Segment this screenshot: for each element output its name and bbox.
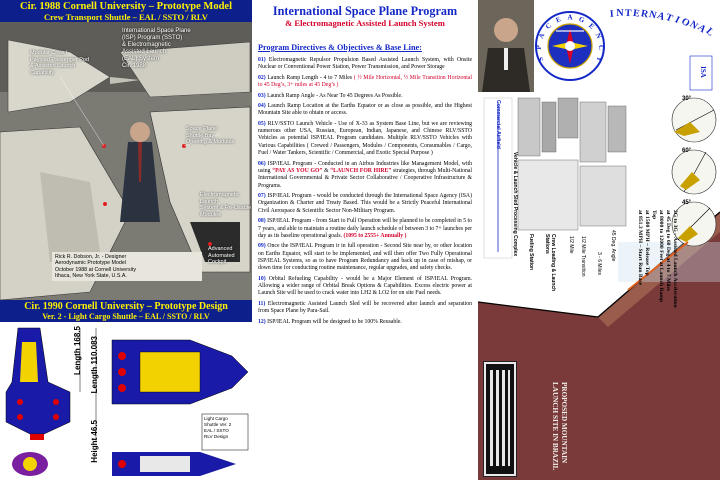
item-number: 04) <box>258 103 266 109</box>
mile-label-2: 1/2 Mile Transition <box>580 236 586 277</box>
ring-letter: G <box>577 15 586 25</box>
item-highlight: “PAY AS YOU GO” <box>272 167 323 174</box>
arc-letter: N <box>616 8 624 20</box>
designer-photo <box>478 0 534 92</box>
item-number: 03) <box>258 92 266 99</box>
caption-line: Space Plane <box>186 126 218 132</box>
model-caption-cockpit <box>208 246 235 266</box>
caption-line: Shuttle Bay <box>186 132 215 139</box>
section-heading: Program Directives & Objectives & Base Line: <box>258 43 422 52</box>
dim-label: Height <box>90 437 99 463</box>
model-caption-launch <box>200 192 251 218</box>
cargo-shuttle-drawing <box>0 322 252 480</box>
angle-label-60: 60° <box>682 148 692 154</box>
dim-value: 168.5 <box>73 326 82 347</box>
assist-line: at 8000 to 12000 Feet at Launch Ramp Top <box>651 210 664 303</box>
arc-letter: L <box>703 25 716 39</box>
caption-line: Launch <box>200 198 219 205</box>
legend-box <box>484 362 516 476</box>
item-text: Launch Ramp Location at the Earths Equator or as close as possible, and the Highest Mountain Site able to obtain or access. <box>258 103 472 117</box>
arc-letter: N <box>647 8 658 22</box>
item-highlight: ( ½ Mile Horizontal, ½ Mile Transition Horizontal to 45 Deg’s, 3+ miles at 45 Deg’s ) <box>258 74 473 89</box>
launch-site-column <box>478 0 720 480</box>
item-text: Electromagnetic Assisted Launch Sled will be recovered after launch and separation from Space Plane by Para-Sail. <box>258 300 472 315</box>
arc-letter: I <box>609 8 615 20</box>
commercial-airfield-label: Commercial Airfield <box>495 100 501 149</box>
item-number: 08) <box>258 218 266 225</box>
assist-line: at 1500 MPH – Release Top <box>644 210 650 276</box>
item-text: ISP/IEAL Program - from Start to Full Operation will be planned to be completed in 5 to 7 years, and able to maintain a routine daily launch schedule of between 3 to 7+ launches per day as its baseline operational goals. <box>258 218 473 239</box>
legend-bars <box>486 364 514 474</box>
item-number: 02) <box>258 74 266 81</box>
arc-letter: A <box>655 10 667 23</box>
credit-line: October 1988 at Cornell University <box>55 266 136 273</box>
assist-line: at 851.3 MPH – Start Run Base <box>637 210 643 286</box>
caption-line: Automated <box>208 252 235 259</box>
directive-item-07 <box>258 193 472 215</box>
dim-value: 110.083 <box>90 336 99 365</box>
directive-item-08 <box>258 218 472 240</box>
ring-letter: E <box>554 15 563 25</box>
program-subtitle: & Electromagnetic Assisted Launch System <box>285 18 445 28</box>
note-line: Shuttle Ver. 2 <box>204 422 232 427</box>
item-text: Electromagnetic Repulsor Propulsion Based Assisted Launch System, with Onsite Nuclear or Conventional Power Station, Power Transmission, and Power Storage <box>258 57 472 71</box>
model-caption-isp <box>122 28 191 70</box>
ring-letter: Y <box>594 55 604 63</box>
ring-letter: N <box>593 31 604 40</box>
international-arc-text <box>609 8 716 39</box>
bottom-design-subtitle: Ver. 2 - Light Cargo Shuttle – EAL / SSTO / RLV <box>42 312 210 321</box>
directive-item-02 <box>258 75 472 90</box>
caption-line: Modules <box>200 211 221 218</box>
directive-item-11 <box>258 301 472 316</box>
caption-line: & Assisted Launch <box>30 63 76 69</box>
top-model-title: Cir. 1988 Cornell University – Prototype Model <box>19 1 232 12</box>
cargo-shuttle-blueprint <box>0 322 252 480</box>
arc-letter: R <box>639 8 650 21</box>
arc-letter: T <box>624 7 632 20</box>
bottom-design-title-bar <box>0 300 252 322</box>
dim-value: 46.5 <box>90 420 99 436</box>
item-number: 12) <box>258 318 266 325</box>
dim-height <box>90 420 104 463</box>
item-text: & <box>322 167 331 174</box>
dim-label: Length <box>90 366 99 394</box>
directive-item-12 <box>258 319 472 326</box>
arc-letter: I <box>672 14 682 27</box>
assist-line: at 45 Deg to 60 Deg at 4 to 7 Miles <box>665 210 671 292</box>
ring-letter: S <box>536 55 546 63</box>
dim-label: Length <box>73 348 82 375</box>
directive-item-10 <box>258 276 472 298</box>
ring-letter: C <box>543 21 554 31</box>
credit-line: Ithaca, New York State, U.S.A. <box>55 272 127 279</box>
caption-line: Opening & Modules <box>186 139 235 145</box>
item-number: 09) <box>258 243 266 250</box>
arc-letter: O <box>679 15 692 30</box>
ring-letter: A <box>536 31 547 40</box>
caption-line: Cir. 1988 <box>122 63 147 69</box>
ring-letter: C <box>596 44 606 51</box>
designer-head <box>130 122 150 142</box>
assist-line: 2G to 3G – Assisted Launch Acceleration <box>672 210 678 308</box>
caption-line: (EAL) System <box>122 56 160 62</box>
item-text: Once the ISP/IEAL Program ir in full operation - Second Site near by, or other location on Earths Equator, will start to be implemented, and will then offer Two Fully Operational ISP/IEAL Systems, so as to have Program Redundancy and back up in case of mishap, or down time for conducting routine maintenance, regular upgrades, and safety checks. <box>258 243 473 272</box>
photo-credit-box <box>52 252 202 281</box>
top-model-title-bar <box>0 0 252 22</box>
item-text: RLV/SSTO Launch Vehicle - Use of X-33 as System Base Line, but we are reviewing numerous other USA, Russian, European, Indian, Japanese, and Chinese RLV/SSTO Vehicles as potential ISP/IEAL Program candidates. Multiple RLV/SSTO Vehicles with Various Capabilities ( Crewed / Passengers, Modules / Components, Consumables / Cargo, Fuel / Water Tankers, Scientific / Commercial, and Exotic Special Purpose ) <box>258 120 472 157</box>
note-line: RLV Design <box>204 434 229 439</box>
mile-label-4: 45 Deg. Angle <box>610 230 616 262</box>
arc-letter: A <box>695 22 708 36</box>
caption-line: & Electromagnetic <box>122 42 171 48</box>
directive-item-09 <box>258 243 472 272</box>
item-highlight: (1095 to 2555+ Annually ) <box>343 232 407 239</box>
top-model-subtitle: Crew Transport Shuttle – EAL / SSTO / RLV <box>44 12 208 22</box>
caption-line: Cockpit <box>208 259 227 265</box>
proposed-line: PROPOSED MOUNTAIN <box>560 382 568 464</box>
item-number: 07) <box>258 193 266 200</box>
program-directives-column <box>252 0 478 480</box>
item-highlight: “LAUNCH FOR HIRE” <box>330 167 392 174</box>
credit-line: Rick R. Dobson, Jr. - Designer <box>55 254 127 260</box>
caption-line: Advanced <box>208 246 233 252</box>
mile-label-1: 1/2 Mile <box>568 236 574 254</box>
arc-letter: E <box>632 7 641 20</box>
item-text: Launch Ramp Length - 4 to 7 Miles <box>267 74 354 81</box>
directive-item-05 <box>258 121 472 158</box>
caption-line: (ISP) Program (SSTO) <box>122 35 183 41</box>
assist-acceleration-text <box>618 210 678 310</box>
note-line: EAL / SSTO <box>204 428 229 433</box>
item-text: strategies, through Multi-National International Governmental & Private Sector Collaborative / Cooperative Infrastructure & Programs. <box>258 167 472 189</box>
space-agency-logo-band <box>534 0 720 92</box>
ring-letter: P <box>534 45 544 50</box>
proposed-site-label <box>538 382 568 478</box>
item-number: 10) <box>258 275 266 282</box>
angle-label-45: 45° <box>682 200 692 206</box>
bottom-design-title: Cir. 1990 Cornell University – Prototype Design <box>24 301 228 312</box>
arc-letter: N <box>687 18 700 33</box>
angle-30-diagram <box>672 98 716 142</box>
drawing-note <box>204 416 248 440</box>
agency-seal-graphic <box>534 0 720 92</box>
program-title: International Space Plane Program <box>272 4 458 18</box>
caption-line: Payload Passenger Pod <box>30 56 90 63</box>
model-caption-payload <box>30 50 89 76</box>
angle-60-diagram <box>672 150 716 194</box>
item-number: 06) <box>258 160 266 167</box>
caption-line: International Space Plane <box>122 28 191 34</box>
isa-badge: ISA <box>699 66 707 78</box>
caption-line: Electromagnetic <box>200 192 240 198</box>
directives-list <box>258 57 472 326</box>
proposed-line: LAUNCH SITE IN BRAZIL <box>551 382 559 471</box>
credit-line: Aerodynamic Prototype Model <box>55 260 126 267</box>
arc-letter: T <box>663 11 675 25</box>
item-text: Orbital Refueling Capability - would be a Major Element of ISP/IEAL Program. Allowing a wider range of Orbital Break Options & Capabilities. Excess electric power at Launch Site will be used to crack water into LH2 & LO2 for on site Fuel needs. <box>258 275 472 297</box>
dim-length <box>73 326 87 375</box>
directive-item-01 <box>258 57 472 72</box>
item-number: 01) <box>258 57 266 63</box>
item-text: ISP/IEAL Program - Conducted in an Airbus Industries like Management Model, with using <box>258 160 473 174</box>
ring-letter: A <box>567 13 573 22</box>
item-number: 05) <box>258 120 266 127</box>
mile-label-3: 3 - 6 Miles <box>596 252 602 276</box>
ring-letter: E <box>587 21 596 31</box>
directive-item-04 <box>258 103 472 118</box>
left-column <box>0 0 252 480</box>
item-text: ISP/IEAL Program - would be conducted through the International Space Agency (ISA) Organization & Charter and Treaty Based. This would be a Strictly Peaceful International Civil Aerospace & Scientific Sector Non-Military Program. <box>258 193 473 214</box>
caption-line: Capability <box>30 69 55 76</box>
item-number: 11) <box>258 300 266 307</box>
item-text: Launch Ramp Angle - As Near To 45 Degrees As Possible. <box>267 92 403 99</box>
vehicle-processing-label: Vehicle & Launch Sled Processing Complex <box>512 152 518 257</box>
angle-label-30: 30° <box>682 96 692 102</box>
caption-line: Assisted Launch <box>122 49 167 55</box>
fueling-station-label: Fueling Station <box>528 234 534 271</box>
designer-portrait <box>478 0 534 92</box>
note-line: Light Cargo <box>204 416 228 421</box>
caption-line: Modular Crew / <box>30 50 68 56</box>
model-caption-bay <box>186 126 234 146</box>
directive-item-06 <box>258 161 472 190</box>
dim-width <box>90 336 104 393</box>
directive-item-03 <box>258 93 472 100</box>
crew-loading-label: Crew Loading & Launch Stations <box>544 234 556 292</box>
caption-line: System & Re-Usable <box>200 205 252 211</box>
item-text: ISP/IEAL Program will be designed to be 100% Reusable. <box>267 318 402 325</box>
